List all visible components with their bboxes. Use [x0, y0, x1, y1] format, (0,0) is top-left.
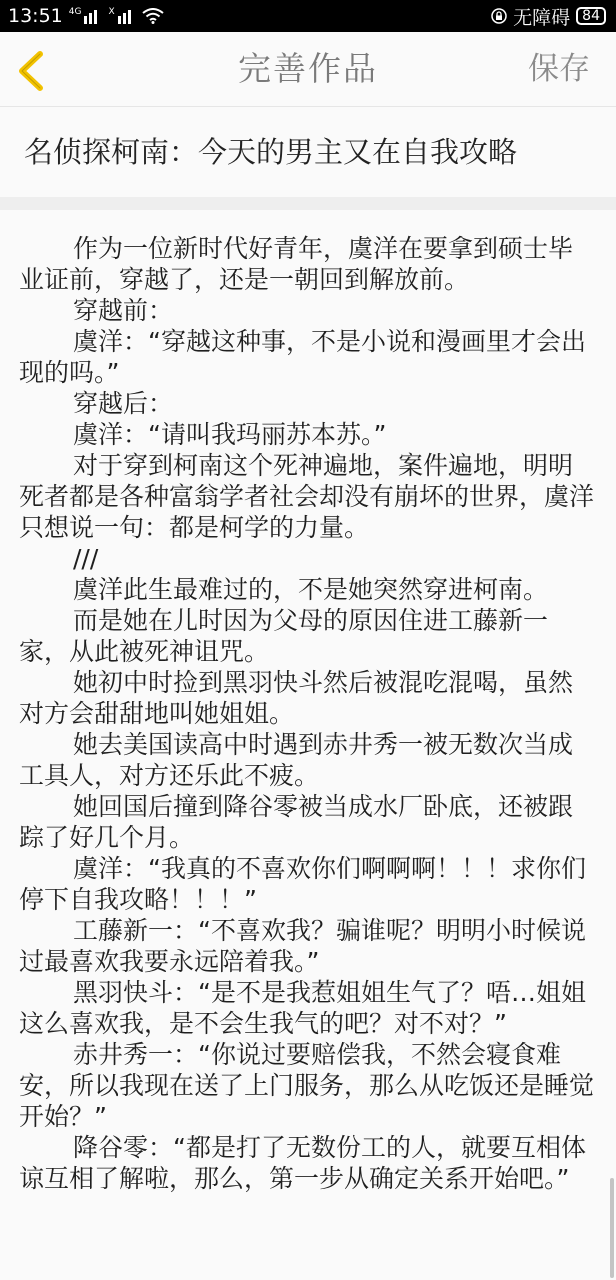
- content-paragraph: 赤井秀一：“你说过要赔偿我，不然会寝食难安，所以我现在送了上门服务，那么从吃饭还是睡觉开始？”: [19, 1040, 595, 1131]
- work-title[interactable]: 名侦探柯南：今天的男主又在自我攻略: [24, 135, 518, 169]
- content-paragraph: 虞洋：“穿越这种事，不是小说和漫画里才会出现的吗。”: [19, 327, 586, 387]
- content-paragraph: 穿越后：: [73, 389, 174, 418]
- content-paragraph: 虞洋此生最难过的，不是她突然穿进柯南。: [73, 575, 549, 604]
- content-paragraph: 黑羽快斗：“是不是我惹姐姐生气了？唔…姐姐这么喜欢我，是不会生我气的吧？对不对？”: [19, 978, 586, 1038]
- content-paragraph: 她初中时捡到黑羽快斗然后被混吃混喝，虽然对方会甜甜地叫她姐姐。: [19, 668, 574, 728]
- save-button[interactable]: 保存: [528, 51, 590, 87]
- section-divider: [0, 197, 616, 210]
- accessibility-label: 无障碍: [513, 6, 571, 29]
- content-paragraph: 工藤新一：“不喜欢我？骗谁呢？明明小时候说过最喜欢我要永远陪着我。”: [19, 916, 586, 976]
- content-paragraph: 对于穿到柯南这个死神遍地，案件遍地，明明死者都是各种富翁学者社会却没有崩坏的世界，虞洋只想说一句：都是柯学的力量。: [19, 451, 595, 542]
- content-paragraph: 她去美国读高中时遇到赤井秀一被无数次当成工具人，对方还乐此不疲。: [19, 730, 574, 790]
- status-bar: [0, 0, 616, 32]
- accessibility-lock-icon: [491, 8, 507, 24]
- content-paragraph: 穿越前：: [73, 296, 174, 325]
- content-paragraph: 虞洋：“我真的不喜欢你们啊啊啊！！！求你们停下自我攻略！！！”: [19, 854, 586, 914]
- app-header: [0, 32, 616, 107]
- page-title: 完善作品: [238, 49, 378, 88]
- content-paragraph: ///: [73, 544, 99, 573]
- battery-icon: [576, 7, 606, 25]
- content-paragraph: 虞洋：“请叫我玛丽苏本苏。”: [73, 420, 387, 449]
- cellular-signal-icon: 4G: [69, 8, 103, 24]
- battery-level: 84: [582, 8, 600, 24]
- wifi-icon: [142, 8, 164, 24]
- cellular-signal-icon-2: X: [108, 8, 135, 24]
- content-paragraph: 而是她在儿时因为父母的原因住进工藤新一家，从此被死神诅咒。: [19, 606, 549, 666]
- status-time: 13:51: [8, 5, 63, 27]
- scrollbar[interactable]: [610, 1178, 614, 1278]
- work-title-section[interactable]: [0, 107, 616, 197]
- content-editor[interactable]: [0, 210, 616, 1280]
- content-paragraph: 降谷零：“都是打了无数份工的人，就要互相体谅互相了解啦，那么，第一步从确定关系开始吧。”: [19, 1133, 586, 1193]
- status-right: [491, 3, 606, 30]
- content-paragraph: 她回国后撞到降谷零被当成水厂卧底，还被跟踪了好几个月。: [19, 792, 574, 852]
- status-left: [8, 5, 164, 27]
- content-paragraph: 作为一位新时代好青年，虞洋在要拿到硕士毕业证前，穿越了，还是一朝回到解放前。: [19, 234, 574, 294]
